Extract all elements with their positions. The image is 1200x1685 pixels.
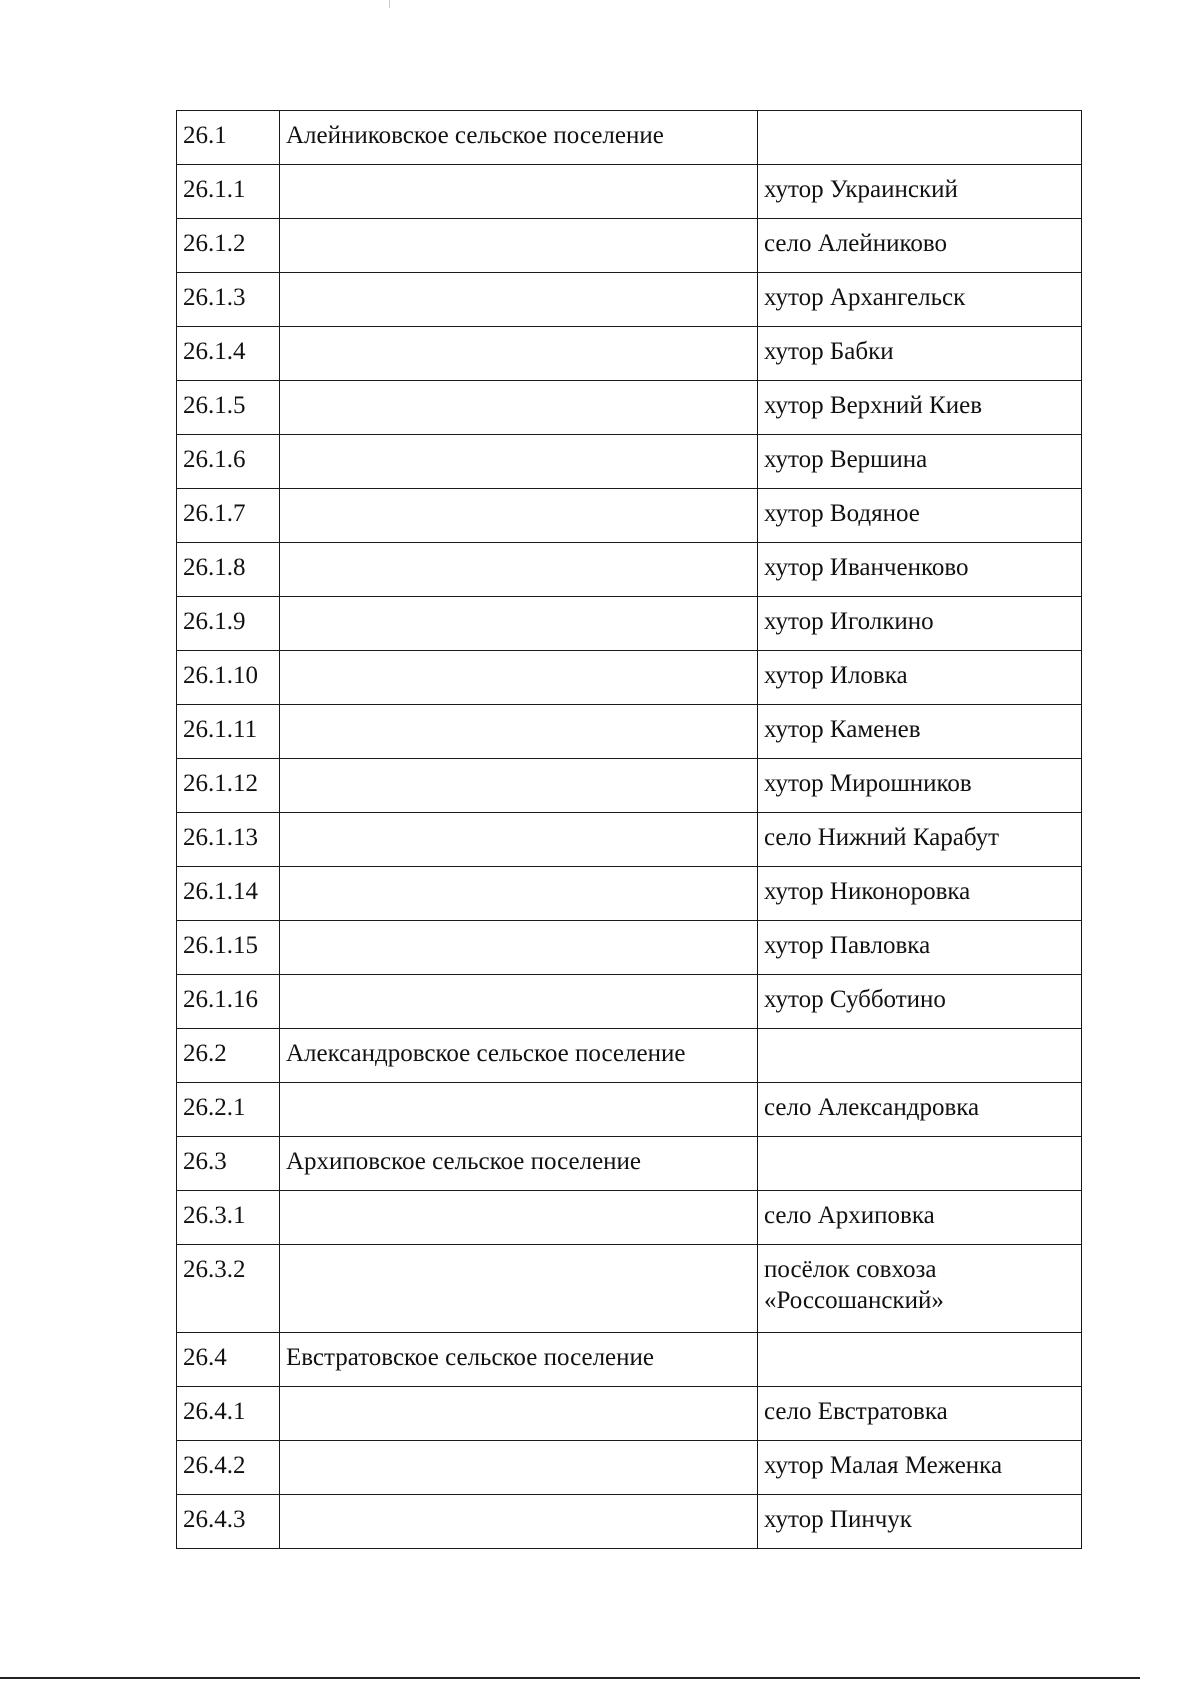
settlement-name-cell <box>280 489 758 543</box>
table-row <box>177 111 1082 165</box>
row-number-cell: 26.1.15 <box>177 921 280 975</box>
settlement-name-cell <box>280 1083 758 1137</box>
row-number-cell: 26.1.6 <box>177 435 280 489</box>
settlement-name-cell <box>280 435 758 489</box>
locality-name-cell: хутор Украинский <box>758 165 1082 219</box>
table-row <box>177 1029 1082 1083</box>
settlement-name-cell: Алейниковское сельское поселение <box>280 111 758 165</box>
row-number-cell: 26.4.3 <box>177 1495 280 1549</box>
locality-name-cell: хутор Иванченково <box>758 543 1082 597</box>
settlements-table <box>176 110 1082 1549</box>
table-row <box>177 381 1082 435</box>
settlement-name-cell <box>280 327 758 381</box>
row-number-cell: 26.1.10 <box>177 651 280 705</box>
row-number-cell: 26.2.1 <box>177 1083 280 1137</box>
settlement-name-cell <box>280 273 758 327</box>
row-number-cell: 26.1.7 <box>177 489 280 543</box>
settlement-name-cell <box>280 1495 758 1549</box>
settlement-name-cell <box>280 543 758 597</box>
locality-name-cell: хутор Мирошников <box>758 759 1082 813</box>
locality-name-cell: село Архиповка <box>758 1191 1082 1245</box>
locality-name-cell <box>758 111 1082 165</box>
table-row <box>177 921 1082 975</box>
table-row <box>177 813 1082 867</box>
locality-name-cell: хутор Иголкино <box>758 597 1082 651</box>
row-number-cell: 26.1.16 <box>177 975 280 1029</box>
settlement-name-cell <box>280 975 758 1029</box>
locality-name-cell <box>758 1333 1082 1387</box>
settlement-name-cell <box>280 921 758 975</box>
locality-name-cell: хутор Бабки <box>758 327 1082 381</box>
table-row <box>177 1387 1082 1441</box>
locality-name-cell: посёлок совхоза «Россошанский» <box>758 1245 1082 1333</box>
row-number-cell: 26.4 <box>177 1333 280 1387</box>
locality-name-cell: хутор Иловка <box>758 651 1082 705</box>
table-row <box>177 219 1082 273</box>
table-row <box>177 165 1082 219</box>
settlement-name-cell <box>280 813 758 867</box>
row-number-cell: 26.1.14 <box>177 867 280 921</box>
row-number-cell: 26.1.12 <box>177 759 280 813</box>
locality-name-cell: хутор Водяное <box>758 489 1082 543</box>
table-row <box>177 273 1082 327</box>
row-number-cell: 26.1 <box>177 111 280 165</box>
table-row <box>177 1245 1082 1333</box>
settlement-name-cell <box>280 1245 758 1333</box>
settlement-name-cell <box>280 597 758 651</box>
locality-name-cell: хутор Субботино <box>758 975 1082 1029</box>
table-row <box>177 1083 1082 1137</box>
row-number-cell: 26.2 <box>177 1029 280 1083</box>
locality-name-cell: хутор Архангельск <box>758 273 1082 327</box>
row-number-cell: 26.1.2 <box>177 219 280 273</box>
settlement-name-cell <box>280 651 758 705</box>
settlement-name-cell <box>280 1191 758 1245</box>
locality-name-cell: хутор Каменев <box>758 705 1082 759</box>
settlement-name-cell <box>280 867 758 921</box>
locality-name-cell: село Евстратовка <box>758 1387 1082 1441</box>
table-row <box>177 651 1082 705</box>
page-bottom-edge <box>0 1677 1140 1679</box>
row-number-cell: 26.1.8 <box>177 543 280 597</box>
table-row <box>177 1495 1082 1549</box>
locality-name-cell: хутор Вершина <box>758 435 1082 489</box>
settlement-name-cell <box>280 165 758 219</box>
row-number-cell: 26.3 <box>177 1137 280 1191</box>
table-row <box>177 327 1082 381</box>
row-number-cell: 26.4.2 <box>177 1441 280 1495</box>
locality-name-cell: село Нижний Карабут <box>758 813 1082 867</box>
settlement-name-cell <box>280 759 758 813</box>
row-number-cell: 26.1.9 <box>177 597 280 651</box>
row-number-cell: 26.1.4 <box>177 327 280 381</box>
table-row <box>177 705 1082 759</box>
settlement-name-cell: Александровское сельское поселение <box>280 1029 758 1083</box>
table-row <box>177 1441 1082 1495</box>
table-row <box>177 597 1082 651</box>
table-row <box>177 867 1082 921</box>
settlement-name-cell <box>280 381 758 435</box>
table-row <box>177 1191 1082 1245</box>
table-body <box>177 111 1082 1549</box>
settlement-name-cell: Евстратовское сельское поселение <box>280 1333 758 1387</box>
table-row <box>177 1137 1082 1191</box>
locality-name-cell: село Алейниково <box>758 219 1082 273</box>
locality-name-cell <box>758 1029 1082 1083</box>
row-number-cell: 26.3.2 <box>177 1245 280 1333</box>
table-row <box>177 975 1082 1029</box>
scan-artifact-mark <box>389 0 390 8</box>
settlement-name-cell <box>280 219 758 273</box>
row-number-cell: 26.1.13 <box>177 813 280 867</box>
locality-name-cell <box>758 1137 1082 1191</box>
locality-name-cell: хутор Верхний Киев <box>758 381 1082 435</box>
table-row <box>177 759 1082 813</box>
locality-name-cell: село Александровка <box>758 1083 1082 1137</box>
row-number-cell: 26.4.1 <box>177 1387 280 1441</box>
settlement-name-cell <box>280 705 758 759</box>
row-number-cell: 26.1.3 <box>177 273 280 327</box>
locality-name-cell: хутор Малая Меженка <box>758 1441 1082 1495</box>
settlement-name-cell: Архиповское сельское поселение <box>280 1137 758 1191</box>
row-number-cell: 26.1.1 <box>177 165 280 219</box>
settlement-name-cell <box>280 1387 758 1441</box>
row-number-cell: 26.1.5 <box>177 381 280 435</box>
locality-name-cell: хутор Никоноровка <box>758 867 1082 921</box>
row-number-cell: 26.1.11 <box>177 705 280 759</box>
settlement-name-cell <box>280 1441 758 1495</box>
table-row <box>177 543 1082 597</box>
locality-name-cell: хутор Павловка <box>758 921 1082 975</box>
table-row <box>177 489 1082 543</box>
row-number-cell: 26.3.1 <box>177 1191 280 1245</box>
locality-name-cell: хутор Пинчук <box>758 1495 1082 1549</box>
table-row <box>177 435 1082 489</box>
table-row <box>177 1333 1082 1387</box>
